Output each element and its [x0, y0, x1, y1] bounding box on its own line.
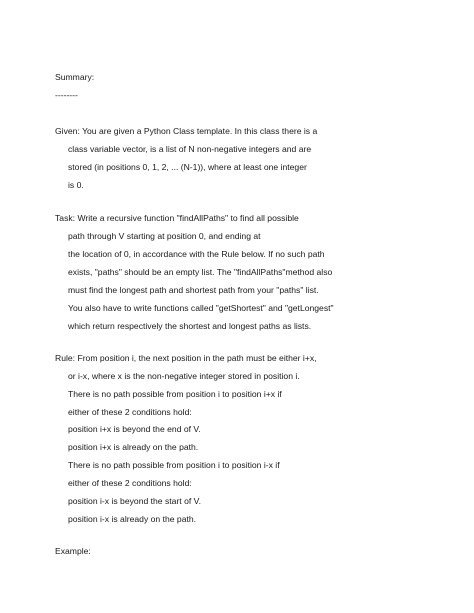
rule-line-4: either of these 2 conditions hold: [68, 407, 192, 417]
example-heading: Example: [55, 546, 91, 556]
rule-line-7: There is no path possible from position i to position i-x if [68, 460, 280, 470]
rule-line-8: either of these 2 conditions hold: [68, 478, 192, 488]
rule-line-1: Rule: From position i, the next position in the path must be either i+x, [55, 353, 317, 363]
task-line-1: Task: Write a recursive function "findAllPaths" to find all possible [55, 213, 299, 223]
given-line-2: class variable vector, is a list of N non-negative integers and are [68, 144, 312, 154]
summary-rule: -------- [55, 90, 78, 100]
task-line-2: path through V starting at position 0, and ending at [68, 231, 261, 241]
rule-line-6: position i+x is already on the path. [68, 442, 199, 452]
rule-line-3: There is no path possible from position i to position i+x if [68, 389, 282, 399]
rule-line-10: position i-x is already on the path. [68, 514, 197, 524]
rule-line-9: position i-x is beyond the start of V. [68, 496, 201, 506]
given-line-1: Given: You are given a Python Class template. In this class there is a [55, 126, 318, 136]
given-line-4: is 0. [68, 180, 84, 190]
rule-line-5: position i+x is beyond the end of V. [68, 424, 201, 434]
task-line-4: exists, "paths" should be an empty list. The "findAllPaths"method also [68, 267, 333, 277]
task-line-3: the location of 0, in accordance with the Rule below. If no such path [68, 249, 325, 259]
task-line-6: You also have to write functions called "getShortest" and "getLongest" [68, 303, 334, 313]
given-line-3: stored (in positions 0, 1, 2, ... (N-1)), where at least one integer [68, 162, 307, 172]
task-line-7: which return respectively the shortest and longest paths as lists. [68, 321, 312, 331]
rule-line-2: or i-x, where x is the non-negative integer stored in position i. [68, 371, 300, 381]
task-line-5: must find the longest path and shortest path from your "paths" list. [68, 285, 319, 295]
summary-heading: Summary: [55, 72, 95, 82]
